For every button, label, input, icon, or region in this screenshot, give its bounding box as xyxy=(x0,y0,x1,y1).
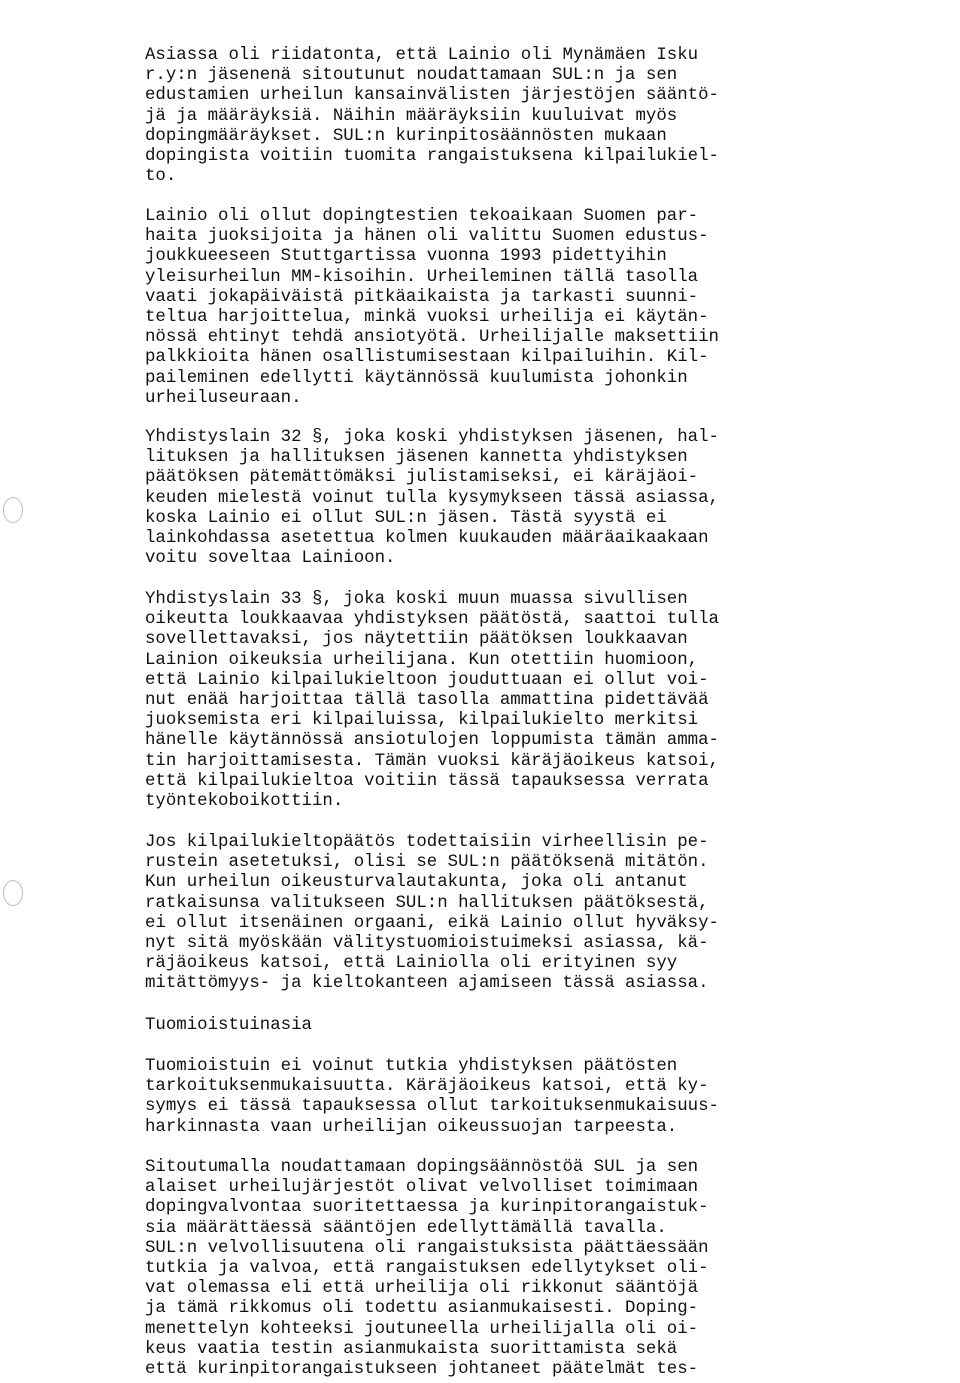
text-line: harkinnasta vaan urheilijan oikeussuojan tarpeesta. xyxy=(145,1117,678,1137)
text-line: sovellettavaksi, jos näytettiin päätöksen loukkaavan xyxy=(145,630,688,650)
text-line: Lainio oli ollut dopingtestien tekoaikaan Suomen par- xyxy=(145,207,699,226)
paragraph xyxy=(145,833,825,995)
punch-hole-icon xyxy=(3,497,23,523)
text-line: r.y:n jäsenenä sitoutunut noudattamaan SUL:n ja sen xyxy=(145,66,678,86)
text-line: että kurinpitorangaistukseen johtaneet päätelmät tes- xyxy=(145,1359,699,1379)
text-line: teltua harjoittelua, minkä vuoksi urheilija ei käytän- xyxy=(145,307,709,327)
text-line: alaiset urheilujärjestöt olivat velvolliset toimimaan xyxy=(145,1178,699,1198)
paragraph xyxy=(145,428,825,569)
text-line: vat olemassa eli että urheilija oli rikkonut sääntöjä xyxy=(145,1279,699,1299)
text-line: SUL:n velvollisuutena oli rangaistuksista päättäessään xyxy=(145,1238,709,1258)
text-line: voitu soveltaa Lainioon. xyxy=(145,549,396,569)
paragraph xyxy=(145,1057,825,1138)
text-line: oikeutta loukkaavaa yhdistyksen päätöstä, saattoi tulla xyxy=(145,610,719,630)
text-line: nössä ehtinyt tehdä ansiotyötä. Urheilijalle maksettiin xyxy=(145,328,719,348)
text-line: päätöksen pätemättömäksi julistamiseksi, ei käräjäoi- xyxy=(145,468,699,488)
punch-hole-icon xyxy=(3,880,23,906)
text-line: palkkioita hänen osallistumisestaan kilpailuihin. Kil- xyxy=(145,348,709,368)
text-line: jä ja määräyksiä. Näihin määräyksiin kuuluivat myös xyxy=(145,106,678,126)
text-line: ja tämä rikkomus oli todettu asianmukaisesti. Doping- xyxy=(145,1299,699,1319)
text-line: lainkohdassa asetettua kolmen kuukauden määräaikaakaan xyxy=(145,528,709,548)
text-line: menettelyn kohteeksi joutuneella urheilijalla oli oi- xyxy=(145,1319,699,1339)
text-line: Yhdistyslain 33 §, joka koski muun muassa sivullisen xyxy=(145,590,688,609)
text-line: Lainion oikeuksia urheilijana. Kun otettiin huomioon, xyxy=(145,650,699,670)
text-line: Sitoutumalla noudattamaan dopingsäännöstöä SUL ja sen xyxy=(145,1158,699,1177)
paragraph xyxy=(145,46,825,187)
text-line: symys ei tässä tapauksessa ollut tarkoituksenmukaisuus- xyxy=(145,1097,719,1117)
text-line: mitättömyys- ja kieltokanteen ajamiseen tässä asiassa. xyxy=(145,974,709,994)
text-line: dopingista voitiin tuomita rangaistuksena kilpailukiel- xyxy=(145,146,719,166)
text-line: lituksen ja hallituksen jäsenen kannetta yhdistyksen xyxy=(145,448,688,468)
text-line: Asiassa oli riidatonta, että Lainio oli Mynämäen Isku xyxy=(145,46,699,65)
text-line: tarkoituksenmukaisuutta. Käräjäoikeus katsoi, että ky- xyxy=(145,1077,709,1097)
text-line: Kun urheilun oikeusturvalautakunta, joka oli antanut xyxy=(145,873,688,893)
text-line: joukkueeseen Stuttgartissa vuonna 1993 pidettyihin xyxy=(145,247,667,267)
text-line: dopingvalvontaa suoritettaessa ja kurinpitorangaistuk- xyxy=(145,1198,709,1218)
text-line: että kilpailukieltoa voitiin tässä tapauksessa verrata xyxy=(145,771,709,791)
text-line: rustein asetetuksi, olisi se SUL:n päätöksenä mitätön. xyxy=(145,853,709,873)
heading-text: Tuomioistuinasia xyxy=(145,1016,312,1035)
text-line: koska Lainio ei ollut SUL:n jäsen. Tästä syystä ei xyxy=(145,508,667,528)
text-line: haita juoksijoita ja hänen oli valittu Suomen edustus- xyxy=(145,227,709,247)
paragraph xyxy=(145,1158,825,1380)
section-heading xyxy=(145,1016,825,1036)
text-line: nut enää harjoittaa tällä tasolla ammattina pidettävää xyxy=(145,690,709,710)
text-line: keuden mielestä voinut tulla kysymykseen tässä asiassa, xyxy=(145,488,719,508)
paragraph xyxy=(145,207,825,409)
text-line: vaati jokapäiväistä pitkäaikaista ja tarkasti suunni- xyxy=(145,287,699,307)
text-line: to. xyxy=(145,167,177,187)
text-line: ratkaisunsa valitukseen SUL:n hallituksen päätöksestä, xyxy=(145,893,709,913)
text-line: Tuomioistuin ei voinut tutkia yhdistyksen päätösten xyxy=(145,1057,678,1076)
text-line: ei ollut itsenäinen orgaani, eikä Lainio ollut hyväksy- xyxy=(145,913,719,933)
text-line: että Lainio kilpailukieltoon jouduttuaan ei ollut voi- xyxy=(145,670,709,690)
text-line: hänelle käytännössä ansiotulojen loppumista tämän amma- xyxy=(145,731,719,751)
text-line: urheiluseuraan. xyxy=(145,388,302,408)
text-line: sia määrättäessä sääntöjen edellyttämällä tavalla. xyxy=(145,1218,667,1238)
text-line: työntekoboikottiin. xyxy=(145,791,344,811)
text-line: juoksemista eri kilpailuissa, kilpailukielto merkitsi xyxy=(145,711,699,731)
text-line: Jos kilpailukieltopäätös todettaisiin virheellisin pe- xyxy=(145,833,709,852)
text-line: dopingmääräykset. SUL:n kurinpitosäännösten mukaan xyxy=(145,126,667,146)
text-line: paileminen edellytti käytännössä kuulumista johonkin xyxy=(145,368,688,388)
text-line: räjäoikeus katsoi, että Lainiolla oli erityinen syy xyxy=(145,954,678,974)
text-line: tutkia ja valvoa, että rangaistuksen edellytykset oli- xyxy=(145,1258,709,1278)
text-line: keus vaatia testin asianmukaista suorittamista sekä xyxy=(145,1339,678,1359)
text-line: tin harjoittamisesta. Tämän vuoksi käräjäoikeus katsoi, xyxy=(145,751,719,771)
paragraph xyxy=(145,590,825,812)
text-line: edustamien urheilun kansainvälisten järjestöjen sääntö- xyxy=(145,86,719,106)
text-line: Yhdistyslain 32 §, joka koski yhdistyksen jäsenen, hal- xyxy=(145,428,719,447)
text-line: yleisurheilun MM-kisoihin. Urheileminen tällä tasolla xyxy=(145,267,699,287)
text-line: nyt sitä myöskään välitystuomioistuimeksi asiassa, kä- xyxy=(145,933,709,953)
